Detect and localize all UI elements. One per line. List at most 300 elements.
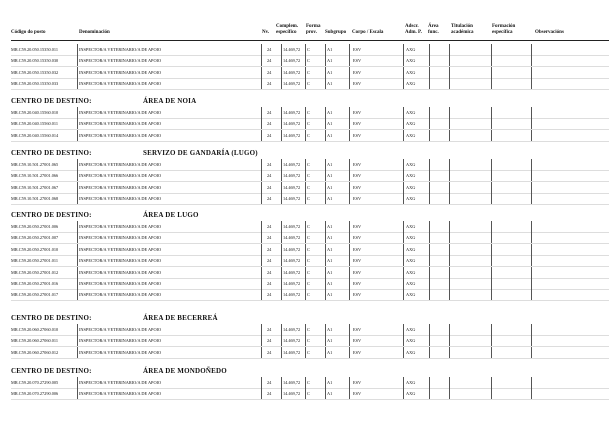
column-divider xyxy=(261,170,262,182)
column-divider xyxy=(281,278,282,290)
table-row xyxy=(11,278,609,290)
header-area: Área xyxy=(428,24,439,29)
column-divider xyxy=(403,278,404,290)
column-divider xyxy=(491,107,492,119)
cell-forma: C xyxy=(307,349,310,355)
cell-adscr: AXG xyxy=(406,184,416,190)
column-divider xyxy=(325,255,326,267)
cell-nivel: 24 xyxy=(267,47,272,52)
column-divider xyxy=(77,267,78,279)
header-complem: Complem. xyxy=(276,24,299,29)
column-divider xyxy=(305,377,306,389)
column-divider xyxy=(403,267,404,279)
column-divider xyxy=(403,118,404,130)
cell-nivel: 24 xyxy=(267,110,272,115)
column-divider xyxy=(531,44,532,56)
cell-subgrupo: A1 xyxy=(327,69,333,75)
cell-complem: 14.469,72 xyxy=(283,121,301,127)
column-divider xyxy=(325,44,326,56)
column-divider xyxy=(349,278,350,290)
cell-code: MR.C59.20.050.27001.011 xyxy=(11,258,58,264)
column-divider xyxy=(429,377,430,389)
column-divider xyxy=(77,289,78,301)
column-divider xyxy=(531,55,532,67)
cell-adscr: AXG xyxy=(406,196,416,202)
column-divider xyxy=(449,55,450,67)
column-divider xyxy=(491,324,492,336)
column-divider xyxy=(281,335,282,347)
cell-corpo: ESV xyxy=(353,391,362,397)
column-divider xyxy=(305,118,306,130)
column-divider xyxy=(281,324,282,336)
cell-nivel: 24 xyxy=(267,196,272,202)
column-divider xyxy=(349,388,350,400)
column-divider xyxy=(77,44,78,56)
cell-code: MR.C59.20.050.27001.010 xyxy=(11,246,59,252)
column-divider xyxy=(305,170,306,182)
column-divider xyxy=(281,118,282,130)
column-divider xyxy=(531,278,532,290)
cell-forma: C xyxy=(307,121,310,127)
cell-code: MR.C59.20.050.15350.033 xyxy=(11,81,59,87)
column-divider xyxy=(281,377,282,389)
cell-nivel: 24 xyxy=(267,391,272,397)
cell-nivel: 24 xyxy=(267,281,272,286)
column-divider xyxy=(325,335,326,347)
cell-nivel: 24 xyxy=(267,58,272,64)
cell-forma: C xyxy=(307,380,310,385)
column-divider xyxy=(531,67,532,79)
column-divider xyxy=(281,347,282,359)
header-codigo: Código do posto xyxy=(11,30,46,35)
header-adm: Adm. P. xyxy=(405,30,422,35)
cell-nivel: 24 xyxy=(267,349,272,355)
column-divider xyxy=(449,221,450,233)
column-divider xyxy=(429,182,430,194)
column-divider xyxy=(403,107,404,119)
cell-code: MR.C59.20.060.27060.010 xyxy=(11,327,59,332)
cell-corpo: ESV xyxy=(353,246,362,252)
column-divider xyxy=(77,324,78,336)
cell-forma: C xyxy=(307,327,310,332)
column-divider xyxy=(491,193,492,205)
header-func: func. xyxy=(428,30,439,35)
cell-complem: 14.469,72 xyxy=(283,327,301,332)
column-divider xyxy=(261,244,262,256)
cell-complem: 14.469,72 xyxy=(283,281,301,286)
cell-name: INSPECTOR/A VETERINARIO/A DE APOIO xyxy=(79,281,162,286)
cell-corpo: ESV xyxy=(353,162,362,167)
header-academica: académica xyxy=(451,30,474,35)
cell-corpo: ESV xyxy=(353,110,362,115)
column-divider xyxy=(491,278,492,290)
column-divider xyxy=(349,193,350,205)
cell-complem: 14.469,72 xyxy=(283,132,301,138)
cell-nivel: 24 xyxy=(267,380,272,385)
header-denominacion: Denominación xyxy=(79,30,110,35)
column-divider xyxy=(77,221,78,233)
table-row xyxy=(11,244,609,256)
column-divider xyxy=(491,159,492,171)
table-row xyxy=(11,335,609,347)
column-divider xyxy=(305,182,306,194)
section-center-label: CENTRO DE DESTINO: xyxy=(11,97,92,105)
cell-nivel: 24 xyxy=(267,269,272,275)
column-divider xyxy=(261,130,262,142)
column-divider xyxy=(77,182,78,194)
header-formacion: Formación xyxy=(492,24,516,29)
column-divider xyxy=(261,44,262,56)
cell-subgrupo: A1 xyxy=(327,162,333,167)
cell-adscr: AXG xyxy=(406,69,416,75)
header-subgrupo: Subgrupo xyxy=(325,30,347,35)
cell-nivel: 24 xyxy=(267,224,272,229)
cell-subgrupo: A1 xyxy=(327,47,333,52)
cell-adscr: AXG xyxy=(406,258,416,264)
column-divider xyxy=(325,388,326,400)
column-divider xyxy=(403,244,404,256)
column-divider xyxy=(261,278,262,290)
column-divider xyxy=(429,289,430,301)
cell-code: MR.C59.10.501.27001.065 xyxy=(11,162,59,167)
column-divider xyxy=(349,221,350,233)
column-divider xyxy=(349,324,350,336)
table-row xyxy=(11,159,609,171)
cell-adscr: AXG xyxy=(406,380,416,385)
column-divider xyxy=(325,170,326,182)
column-divider xyxy=(531,377,532,389)
column-divider xyxy=(349,377,350,389)
column-divider xyxy=(449,347,450,359)
column-divider xyxy=(261,159,262,171)
column-divider xyxy=(403,67,404,79)
cell-corpo: ESV xyxy=(353,173,362,179)
table-row xyxy=(11,78,609,90)
cell-nivel: 24 xyxy=(267,258,272,264)
cell-corpo: ESV xyxy=(353,235,362,241)
cell-code: MR.C59.20.060.27060.011 xyxy=(11,338,58,344)
cell-subgrupo: A1 xyxy=(327,391,333,397)
column-divider xyxy=(305,347,306,359)
column-divider xyxy=(261,289,262,301)
cell-forma: C xyxy=(307,246,310,252)
column-divider xyxy=(325,118,326,130)
column-divider xyxy=(449,107,450,119)
cell-name: INSPECTOR/A VETERINARIO/A DE APOIO xyxy=(79,246,162,252)
column-divider xyxy=(491,221,492,233)
cell-subgrupo: A1 xyxy=(327,235,333,241)
column-divider xyxy=(403,193,404,205)
column-divider xyxy=(449,267,450,279)
table-row xyxy=(11,107,609,119)
cell-forma: C xyxy=(307,269,310,275)
cell-subgrupo: A1 xyxy=(327,380,333,385)
column-divider xyxy=(403,347,404,359)
column-divider xyxy=(491,255,492,267)
column-divider xyxy=(429,193,430,205)
cell-code: MR.C59.10.501.27001.068 xyxy=(11,196,59,202)
cell-complem: 14.469,72 xyxy=(283,380,301,385)
cell-forma: C xyxy=(307,224,310,229)
table-row xyxy=(11,255,609,267)
cell-subgrupo: A1 xyxy=(327,338,333,344)
column-divider xyxy=(261,118,262,130)
column-divider xyxy=(77,335,78,347)
cell-adscr: AXG xyxy=(406,81,416,87)
column-divider xyxy=(403,377,404,389)
column-divider xyxy=(403,221,404,233)
column-divider xyxy=(261,107,262,119)
cell-complem: 14.469,72 xyxy=(283,349,301,355)
table-row xyxy=(11,170,609,182)
column-divider xyxy=(531,267,532,279)
column-divider xyxy=(261,67,262,79)
cell-name: INSPECTOR/A VETERINARIO/A DE APOIO xyxy=(79,391,162,397)
column-divider xyxy=(491,244,492,256)
column-divider xyxy=(491,347,492,359)
cell-code: MR.C59.20.050.15350.032 xyxy=(11,69,59,75)
column-divider xyxy=(261,221,262,233)
column-divider xyxy=(261,324,262,336)
cell-name: INSPECTOR/A VETERINARIO/A DE APOIO xyxy=(79,121,162,127)
column-divider xyxy=(325,232,326,244)
column-divider xyxy=(531,193,532,205)
cell-forma: C xyxy=(307,281,310,286)
column-divider xyxy=(531,232,532,244)
cell-corpo: ESV xyxy=(353,281,362,286)
column-divider xyxy=(403,44,404,56)
cell-name: INSPECTOR/A VETERINARIO/A DE APOIO xyxy=(79,292,162,298)
cell-name: INSPECTOR/A VETERINARIO/A DE APOIO xyxy=(79,224,162,229)
cell-nivel: 24 xyxy=(267,173,272,179)
column-divider xyxy=(325,67,326,79)
column-divider xyxy=(77,107,78,119)
table-row xyxy=(11,44,609,56)
cell-code: MR.C59.20.040.15560.014 xyxy=(11,132,59,138)
cell-complem: 14.469,72 xyxy=(283,110,301,115)
cell-corpo: ESV xyxy=(353,184,362,190)
cell-name: INSPECTOR/A VETERINARIO/A DE APOIO xyxy=(79,110,162,115)
column-divider xyxy=(491,67,492,79)
header-especifico: específico xyxy=(276,30,297,35)
cell-code: MR.C59.20.050.27001.017 xyxy=(11,292,59,298)
cell-name: INSPECTOR/A VETERINARIO/A DE APOIO xyxy=(79,69,162,75)
cell-adscr: AXG xyxy=(406,338,416,344)
column-divider xyxy=(403,130,404,142)
cell-name: INSPECTOR/A VETERINARIO/A DE APOIO xyxy=(79,258,162,264)
cell-subgrupo: A1 xyxy=(327,269,333,275)
column-divider xyxy=(281,44,282,56)
column-divider xyxy=(281,182,282,194)
column-divider xyxy=(531,255,532,267)
cell-complem: 14.469,72 xyxy=(283,224,301,229)
column-divider xyxy=(403,182,404,194)
table-row xyxy=(11,55,609,67)
cell-complem: 14.469,72 xyxy=(283,246,301,252)
column-divider xyxy=(491,335,492,347)
column-divider xyxy=(349,78,350,90)
column-divider xyxy=(449,289,450,301)
column-divider xyxy=(429,44,430,56)
column-divider xyxy=(449,182,450,194)
column-divider xyxy=(449,78,450,90)
cell-complem: 14.469,72 xyxy=(283,338,301,344)
cell-complem: 14.469,72 xyxy=(283,184,301,190)
column-divider xyxy=(491,118,492,130)
cell-nivel: 24 xyxy=(267,132,272,138)
cell-name: INSPECTOR/A VETERINARIO/A DE APOIO xyxy=(79,132,162,138)
column-divider xyxy=(281,107,282,119)
column-divider xyxy=(281,244,282,256)
column-divider xyxy=(305,67,306,79)
cell-subgrupo: A1 xyxy=(327,258,333,264)
column-divider xyxy=(491,182,492,194)
section-area-name: SERVIZO DE GANDARÍA (LUGO) xyxy=(143,149,258,157)
header-especifica: específica xyxy=(492,30,513,35)
column-divider xyxy=(429,347,430,359)
cell-adscr: AXG xyxy=(406,58,416,64)
cell-name: INSPECTOR/A VETERINARIO/A DE APOIO xyxy=(79,269,162,275)
column-divider xyxy=(77,78,78,90)
column-divider xyxy=(491,289,492,301)
column-divider xyxy=(403,78,404,90)
cell-adscr: AXG xyxy=(406,235,416,241)
table-row xyxy=(11,118,609,130)
column-divider xyxy=(491,44,492,56)
cell-adscr: AXG xyxy=(406,121,416,127)
cell-adscr: AXG xyxy=(406,391,416,397)
cell-subgrupo: A1 xyxy=(327,110,333,115)
column-divider xyxy=(449,278,450,290)
cell-adscr: AXG xyxy=(406,224,416,229)
column-divider xyxy=(449,335,450,347)
cell-complem: 14.469,72 xyxy=(283,196,301,202)
column-divider xyxy=(531,221,532,233)
column-divider xyxy=(429,255,430,267)
column-divider xyxy=(77,170,78,182)
column-divider xyxy=(77,244,78,256)
cell-complem: 14.469,72 xyxy=(283,58,301,64)
column-divider xyxy=(449,67,450,79)
cell-nivel: 24 xyxy=(267,162,272,167)
column-divider xyxy=(281,289,282,301)
column-divider xyxy=(531,118,532,130)
cell-complem: 14.469,72 xyxy=(283,69,301,75)
column-divider xyxy=(449,44,450,56)
cell-complem: 14.469,72 xyxy=(283,173,301,179)
column-divider xyxy=(429,55,430,67)
column-divider xyxy=(349,130,350,142)
cell-complem: 14.469,72 xyxy=(283,292,301,298)
column-divider xyxy=(305,324,306,336)
cell-adscr: AXG xyxy=(406,246,416,252)
table-row xyxy=(11,267,609,279)
column-divider xyxy=(77,232,78,244)
column-divider xyxy=(403,289,404,301)
cell-subgrupo: A1 xyxy=(327,184,333,190)
column-divider xyxy=(77,388,78,400)
column-divider xyxy=(305,388,306,400)
cell-forma: C xyxy=(307,258,310,264)
column-divider xyxy=(325,221,326,233)
column-divider xyxy=(429,335,430,347)
column-divider xyxy=(77,193,78,205)
column-divider xyxy=(281,255,282,267)
column-divider xyxy=(325,278,326,290)
column-divider xyxy=(429,232,430,244)
column-divider xyxy=(403,335,404,347)
column-divider xyxy=(261,347,262,359)
cell-adscr: AXG xyxy=(406,132,416,138)
cell-corpo: ESV xyxy=(353,58,362,64)
column-divider xyxy=(349,244,350,256)
column-divider xyxy=(403,388,404,400)
cell-adscr: AXG xyxy=(406,292,416,298)
table-row xyxy=(11,324,609,336)
column-divider xyxy=(305,232,306,244)
table-row xyxy=(11,130,609,142)
cell-adscr: AXG xyxy=(406,327,416,332)
column-divider xyxy=(325,377,326,389)
cell-corpo: ESV xyxy=(353,258,362,264)
column-divider xyxy=(349,267,350,279)
column-divider xyxy=(429,107,430,119)
column-divider xyxy=(531,347,532,359)
cell-corpo: ESV xyxy=(353,349,362,355)
column-divider xyxy=(281,170,282,182)
column-divider xyxy=(429,221,430,233)
cell-corpo: ESV xyxy=(353,81,362,87)
cell-corpo: ESV xyxy=(353,224,362,229)
column-divider xyxy=(429,324,430,336)
column-divider xyxy=(281,78,282,90)
column-divider xyxy=(325,289,326,301)
cell-name: INSPECTOR/A VETERINARIO/A DE APOIO xyxy=(79,349,162,355)
cell-forma: C xyxy=(307,110,310,115)
column-divider xyxy=(325,55,326,67)
cell-name: INSPECTOR/A VETERINARIO/A DE APOIO xyxy=(79,162,162,167)
column-divider xyxy=(77,55,78,67)
column-divider xyxy=(77,118,78,130)
column-divider xyxy=(449,193,450,205)
column-divider xyxy=(349,44,350,56)
column-divider xyxy=(403,55,404,67)
column-divider xyxy=(349,335,350,347)
table-row xyxy=(11,193,609,205)
column-divider xyxy=(531,388,532,400)
column-divider xyxy=(449,244,450,256)
cell-code: MR.C59.20.070.27290.006 xyxy=(11,391,59,397)
cell-adscr: AXG xyxy=(406,162,416,167)
column-divider xyxy=(281,159,282,171)
column-divider xyxy=(531,107,532,119)
cell-subgrupo: A1 xyxy=(327,292,333,298)
column-divider xyxy=(491,377,492,389)
column-divider xyxy=(305,244,306,256)
column-divider xyxy=(491,78,492,90)
column-divider xyxy=(449,324,450,336)
column-divider xyxy=(325,347,326,359)
column-divider xyxy=(261,255,262,267)
column-divider xyxy=(491,232,492,244)
column-divider xyxy=(449,130,450,142)
cell-adscr: AXG xyxy=(406,269,416,275)
column-divider xyxy=(403,232,404,244)
cell-nivel: 24 xyxy=(267,338,272,344)
column-divider xyxy=(349,232,350,244)
column-divider xyxy=(325,78,326,90)
section-center-label: CENTRO DE DESTINO: xyxy=(11,149,92,157)
